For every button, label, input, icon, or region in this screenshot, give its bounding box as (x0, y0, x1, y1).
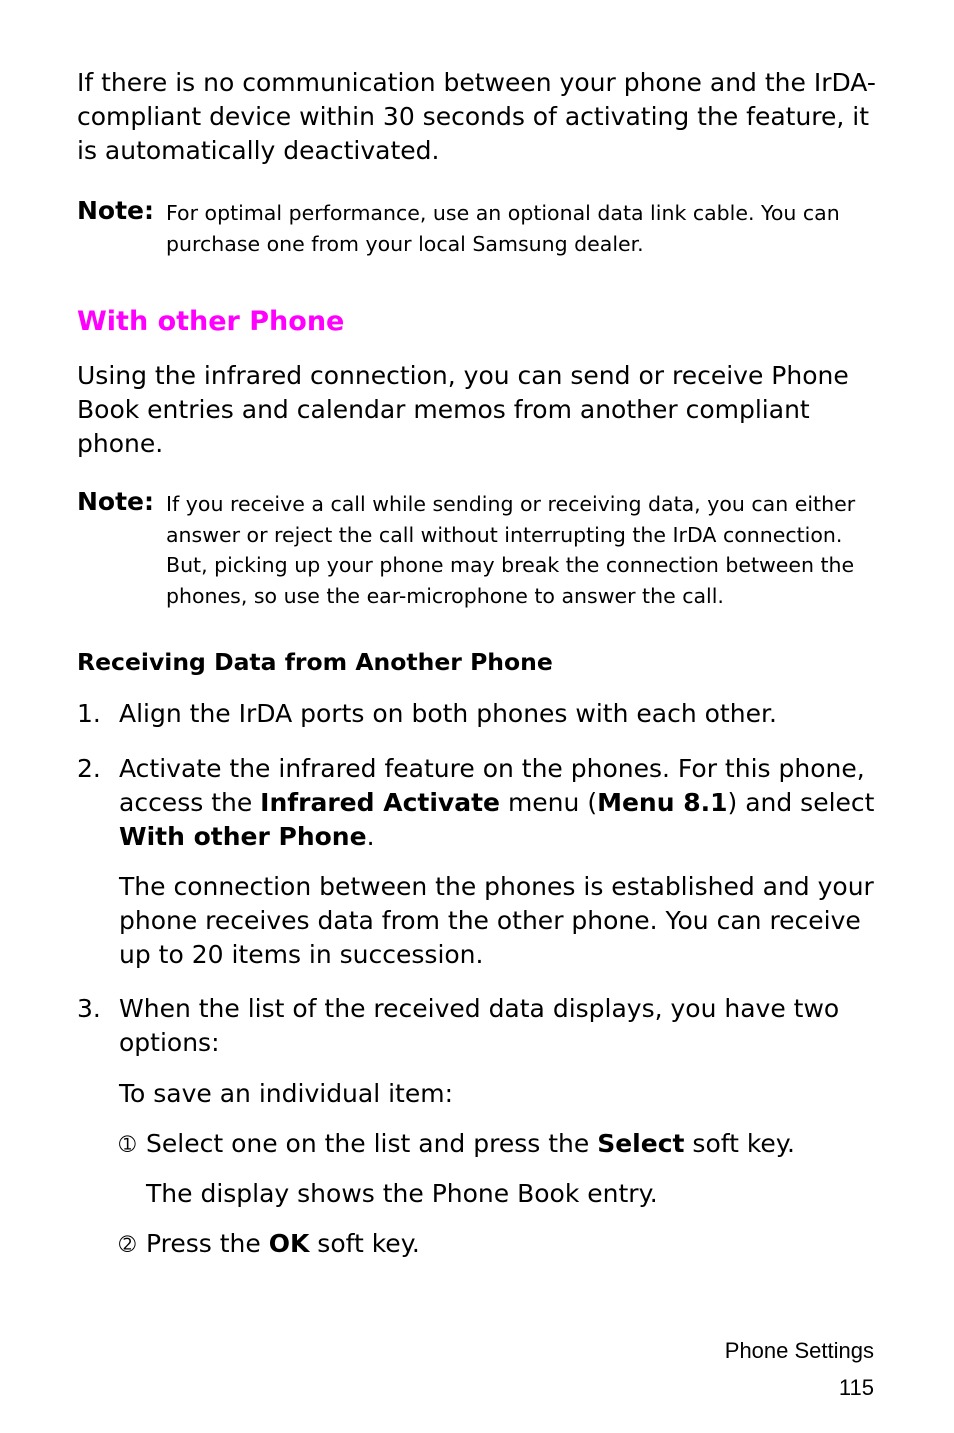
step-text: menu ( (500, 788, 598, 817)
soft-key-ok: OK (268, 1229, 310, 1258)
section-paragraph: Using the infrared connection, you can send or receive Phone Book entries and calendar memos from another compliant phone. (77, 361, 849, 458)
step-2-paragraph: The connection between the phones is established and your phone receives data from the other phone. You can receive up to 20 items in succession. (119, 872, 874, 969)
soft-key-select: Select (597, 1129, 685, 1158)
note-text: For optimal performance, use an optional data link cable. You can purchase one from your local Samsung dealer. (166, 201, 840, 256)
step-text: When the list of the received data displays, you have two options: (119, 994, 840, 1057)
document-page (77, 66, 877, 1261)
substep-text: Press the (146, 1229, 269, 1258)
note-optimal-performance (77, 198, 877, 259)
menu-name-infrared-activate: Infrared Activate (260, 788, 500, 817)
section-heading-with-other-phone: With other Phone (77, 306, 345, 337)
note-text: If you receive a call while sending or receiving data, you can either answer or reject the call without interrupting the IrDA connection. But, picking up your phone may break the connection between the phones, so use the ear-microphone to answer the call. (166, 492, 856, 608)
step-text: ) and select (727, 788, 875, 817)
menu-number: Menu 8.1 (597, 788, 728, 817)
note-label: Note: (77, 196, 155, 225)
step-number: 3. (77, 994, 101, 1023)
note-receiving-call (77, 489, 877, 611)
step-2 (77, 752, 877, 972)
substep-1 (119, 1127, 877, 1161)
step-text: Align the IrDA ports on both phones with each other. (119, 699, 777, 728)
step-text: Activate the infrared feature on the phones. For this phone, access the (119, 754, 865, 817)
step-number: 2. (77, 754, 101, 783)
substep-1-note: The display shows the Phone Book entry. (146, 1179, 658, 1208)
footer-section-title: Phone Settings (724, 1338, 874, 1363)
substep-text: soft key. (684, 1129, 795, 1158)
circled-number-one-icon: ➀ (119, 1132, 136, 1156)
step-3-intro: To save an individual item: (119, 1079, 454, 1108)
substep-2 (119, 1227, 877, 1261)
step-1 (77, 697, 877, 731)
substep-text: soft key. (309, 1229, 420, 1258)
step-text: . (366, 822, 375, 851)
step-3 (77, 992, 877, 1261)
step-number: 1. (77, 699, 101, 728)
option-with-other-phone: With other Phone (119, 822, 367, 851)
steps-list (77, 697, 877, 1261)
intro-paragraph: If there is no communication between your phone and the IrDA-compliant device within 30 seconds of activating the feature, it is automatically deactivated. (77, 68, 876, 165)
circled-number-two-icon: ➁ (119, 1232, 136, 1256)
subheading-receiving-data: Receiving Data from Another Phone (77, 648, 553, 676)
page-number: 115 (838, 1375, 874, 1400)
note-label: Note: (77, 487, 155, 516)
substep-text: Select one on the list and press the (146, 1129, 598, 1158)
